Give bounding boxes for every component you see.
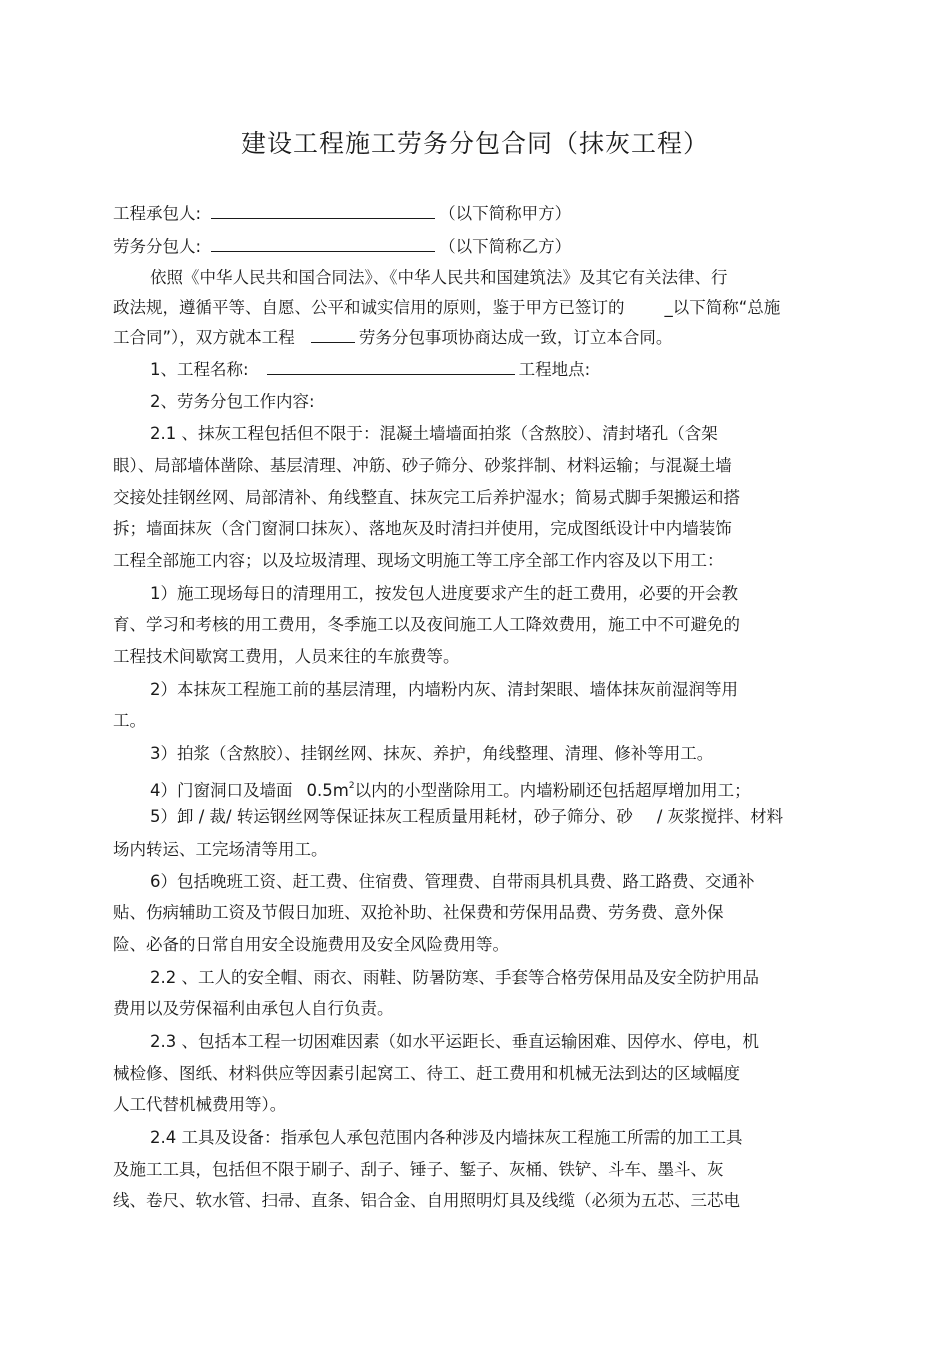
section-2-4-line: 2.4 工具及设备：指承包人承包范围内各种涉及内墙抹灰工程施工所需的加工工具 (150, 1128, 743, 1147)
subcontractor-blank[interactable] (211, 233, 435, 252)
clause-2-line: 工。 (113, 711, 146, 730)
section-2-1-line: 交接处挂钢丝网、局部清补、角线整直、抹灰完工后养护湿水；简易式脚手架搬运和搭 (113, 488, 740, 507)
clause-5-line: 场内转运、工完场清等用工。 (113, 840, 328, 859)
preamble-text: 政法规，遵循平等、自愿、公平和诚实信用的原则，鉴于甲方已签订的 (113, 298, 625, 317)
document-title: 建设工程施工劳务分包合同（抹灰工程） (240, 129, 709, 158)
clause-4-text: 4）门窗洞口及墙面 (150, 781, 293, 800)
contractor-line (113, 200, 853, 228)
clause-1-line: 工程技术间歇窝工费用，人员来往的车旅费等。 (113, 647, 460, 666)
section-2-3-line: 械检修、图纸、材料供应等因素引起窝工、待工、赶工费用和机械无法到达的区域幅度 (113, 1064, 740, 1083)
section-2-3-line: 人工代替机械费用等）。 (113, 1095, 287, 1114)
item-2-line: 2、劳务分包工作内容: (150, 392, 315, 411)
clause-1-line: 育、学习和考核的用工费用，冬季施工以及夜间施工人工降效费用，施工中不可避免的 (113, 615, 740, 634)
section-2-1-line: 工程全部施工内容；以及垃圾清理、现场文明施工等工序全部工作内容及以下用工： (113, 551, 724, 570)
project-name-blank[interactable] (267, 356, 515, 375)
subcontractor-line (113, 233, 853, 261)
preamble-line-1: 依照《中华人民共和国合同法》、《中华人民共和国建筑法》及其它有关法律、行 (150, 268, 728, 287)
section-2-1-line: 眼）、局部墙体凿除、基层清理、冲筋、砂子筛分、砂浆拌制、材料运输；与混凝土墙 (113, 456, 732, 475)
contractor-note: （以下简称甲方） (439, 204, 572, 223)
preamble-line-3 (113, 324, 853, 352)
area-unit-superscript: 2 (348, 781, 355, 791)
section-2-2-line: 2.2 、工人的安全帽、雨衣、雨鞋、防暑防寒、手套等合格劳保用品及安全防护用品 (150, 968, 759, 987)
contractor-blank[interactable] (211, 200, 435, 219)
project-location-label: 工程地点: (518, 360, 591, 379)
project-name-label: 1、工程名称: (150, 360, 249, 379)
subcontractor-note: （以下简称乙方） (439, 237, 572, 256)
area-value: 0.5m (306, 781, 349, 800)
project-blank[interactable] (311, 324, 355, 343)
clause-4-text: 以内的小型凿除用工。内墙粉刷还包括超厚增加用工； (354, 781, 751, 800)
clause-1-line: 1）施工现场每日的清理用工，按发包人进度要求产生的赶工费用，必要的开会教 (150, 584, 738, 603)
subcontractor-label: 劳务分包人: (113, 237, 202, 256)
preamble-text: _以下简称“总施 (664, 298, 781, 317)
section-2-3-line: 2.3 、包括本工程一切困难因素（如水平运距长、垂直运输困难、因停水、停电，机 (150, 1032, 759, 1051)
clause-4-line (150, 772, 850, 800)
preamble-text: 劳务分包事项协商达成一致，订立本合同。 (358, 328, 673, 347)
preamble-text: 工合同”），双方就本工程 (113, 328, 295, 347)
clause-3-line: 3）拍浆（含熬胶）、挂钢丝网、抹灰、养护，角线整理、清理、修补等用工。 (150, 744, 714, 763)
clause-6-line: 6）包括晚班工资、赶工费、住宿费、管理费、自带雨具机具费、路工路费、交通补 (150, 872, 755, 891)
clause-5-text: / 灰浆搅拌、材料 (656, 807, 784, 826)
section-2-2-line: 费用以及劳保福利由承包人自行负责。 (113, 999, 394, 1018)
section-2-1-line: 拆；墙面抹灰（含门窗洞口抹灰）、落地灰及时清扫并使用，完成图纸设计中内墙装饰 (113, 519, 732, 538)
clause-6-line: 险、必备的日常自用安全设施费用及安全风险费用等。 (113, 935, 509, 954)
item-1-line (150, 356, 850, 384)
clause-5-text: 5）卸 / 裁/ 转运钢丝网等保证抹灰工程质量用耗材，砂子筛分、砂 (150, 807, 633, 826)
section-2-4-line: 及施工工具，包括但不限于刷子、刮子、锤子、錾子、灰桶、铁铲、斗车、墨斗、灰 (113, 1160, 724, 1179)
contractor-label: 工程承包人: (113, 204, 202, 223)
clause-5-line (150, 803, 850, 831)
section-2-1-line: 2.1 、抹灰工程包括但不限于：混凝土墙墙面拍浆（含熬胶）、清封堵孔（含架 (150, 424, 718, 443)
clause-6-line: 贴、伤病辅助工资及节假日加班、双抢补助、社保费和劳保用品费、劳务费、意外保 (113, 903, 724, 922)
clause-2-line: 2）本抹灰工程施工前的基层清理，内墙粉内灰、清封架眼、墙体抹灰前湿润等用 (150, 680, 738, 699)
preamble-line-2 (113, 294, 853, 322)
section-2-4-line: 线、卷尺、软水管、扫帚、直条、铝合金、自用照明灯具及线缆（必须为五芯、三芯电 (113, 1191, 740, 1210)
